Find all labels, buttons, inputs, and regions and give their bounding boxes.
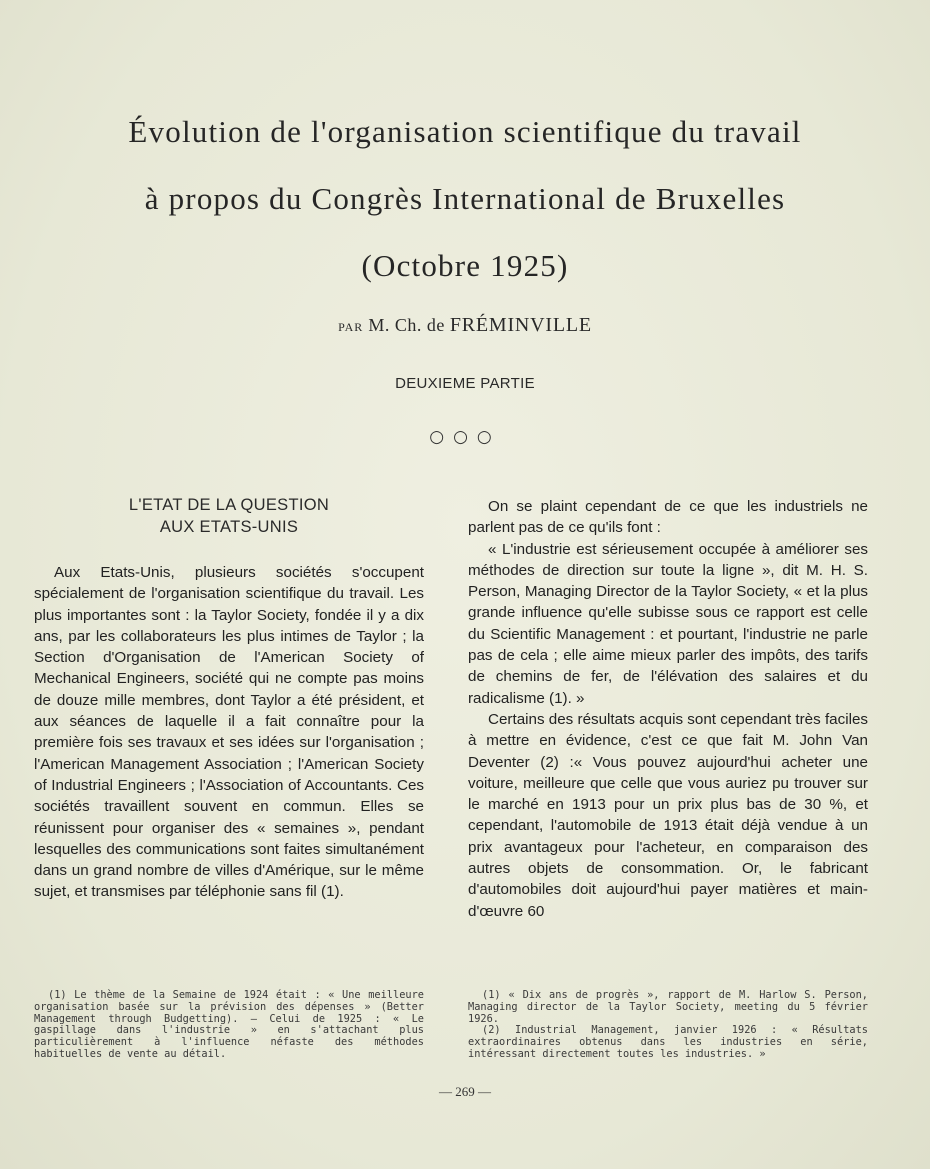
- right-paragraph-2: « L'industrie est sérieusement occupée à améliorer ses méthodes de direction sur toute la ligne », dit M. H. S. Person, Managing Director de la Taylor Society, « et la plus grande influence qu'elle subisse sous ce rapport est celle du Scientific Management : et pourtant, l'industrie ne parle pas de cela ; elle aime mieux parler des impôts, des tarifs de chemins de fer, de l'élévation des salaires et du radicalisme (1). »: [468, 540, 868, 707]
- article-title-line-1: Évolution de l'organisation scientifique du travail: [128, 114, 802, 149]
- section-heading-line-2: AUX ETATS-UNIS: [159, 518, 299, 536]
- section-heading-line-1: L'ETAT DE LA QUESTION: [128, 496, 330, 514]
- part-heading: DEUXIEME PARTIE: [395, 375, 535, 392]
- footnote-right-2: (2) Industrial Management, janvier 1926 : « Résultats extraordinaires obtenus dans les industries en série, intéressant directement toutes les industries. »: [468, 1024, 868, 1060]
- footnotes-left: [34, 990, 424, 1061]
- left-paragraph: Aux Etats-Unis, plusieurs sociétés s'occupent spécialement de l'organisation scientifique du travail. Les plus importantes sont : la Taylor Society, fondée il y a dix ans, par les collaborateurs les plus intimes de Taylor ; la Section d'Organisation de l'American Society of Mechanical Engineers, société qui ne compte pas moins de douze mille membres, dont Taylor a été président, et aux séances de laquelle il a fait connaître pour la première fois ses travaux et ses idées sur l'organisation ; l'American Management Association ; l'American Society of Industrial Engineers ; l'Association of Accountants. Ces sociétés travaillent souvent en commun. Elles se réunissent pour organiser des « semaines », pendant lesquelles des communications sont faites simultanément dans un grand nombre de villes d'Amérique, sur le même sujet, et transmises par téléphonie sans fil (1).: [34, 564, 424, 901]
- byline-surname: FRÉMINVILLE: [449, 314, 592, 336]
- section-heading: [34, 494, 424, 538]
- byline-par: PAR: [338, 320, 364, 334]
- page-number: — 269 —: [439, 1084, 491, 1099]
- article-title-line-3: (Octobre 1925): [361, 248, 569, 283]
- byline-name: M. Ch. de: [368, 315, 445, 335]
- right-paragraph-3: Certains des résultats acquis sont cependant très faciles à mettre en évidence, c'est ce que fait M. John Van Deventer (2) :« Vous pouvez aujourd'hui acheter une voiture, meilleure que celle que vous auriez pu trouver sur le marché en 1913 pour un prix plus bas de 30 %, et cependant, l'automobile de 1913 était déjà vendue à un prix avantageux pour l'acheteur, en comparaison des autres objets de consommation. Or, le fabricant d'automobiles doit aujourd'hui payer matières et main-d'œuvre 60: [468, 710, 868, 920]
- right-paragraph-1: On se plaint cependant de ce que les industriels ne parlent pas de ce qu'ils font :: [468, 498, 868, 537]
- byline: [0, 314, 930, 337]
- footnote-left-1: (1) Le thème de la Semaine de 1924 était : « Une meilleure organisation basée sur la prévision des dépenses » (Better Management through Budgetting). — Celui de 1925 : « Le gaspillage dans l'industrie » en s'attachant plus particulièrement à l'influence néfaste des méthodes habituelles de vente au détail.: [34, 989, 424, 1060]
- ornament-circles: ○○○: [429, 427, 501, 447]
- footnotes-right: [468, 990, 868, 1061]
- footnote-right-1: (1) « Dix ans de progrès », rapport de M. Harlow S. Person, Managing director de la Taylor Society, meeting du 5 février 1926.: [468, 989, 868, 1025]
- article-title-line-2: à propos du Congrès International de Bruxelles: [144, 181, 786, 216]
- left-column: [34, 562, 424, 903]
- right-column: [468, 496, 868, 922]
